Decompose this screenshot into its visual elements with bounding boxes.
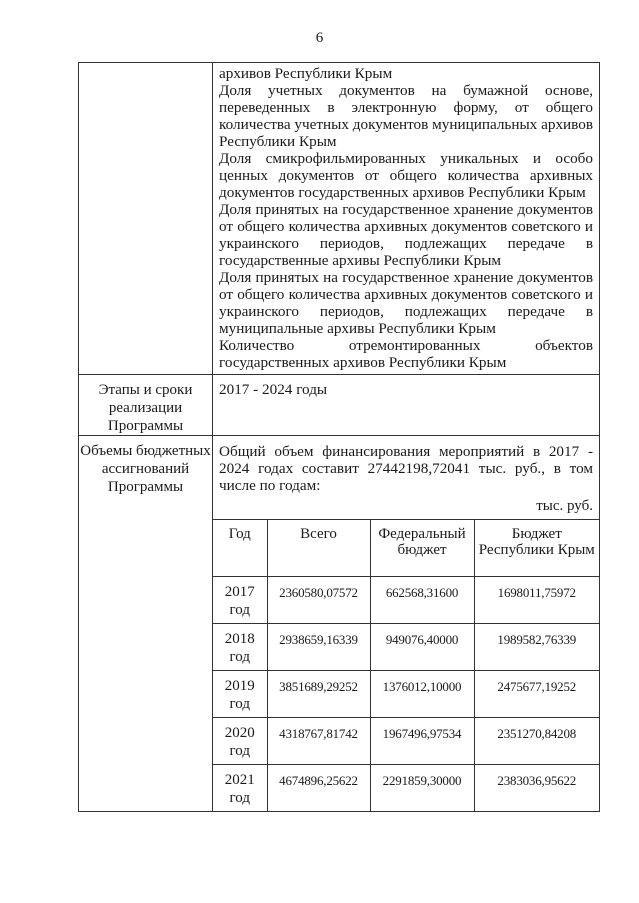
federal-cell: 949076,40000	[370, 624, 474, 671]
table-row	[213, 671, 599, 718]
indicators-label-cell	[79, 63, 213, 375]
indicator-item: Доля принятых на государственное хранение документов от общего количества архивных документов советского и украинского периодов, подлежащих передаче в государственные архивы Республики Крым	[219, 201, 593, 269]
year-cell: 2020 год	[213, 718, 267, 765]
total-cell: 2938659,16339	[267, 624, 370, 671]
federal-cell: 662568,31600	[370, 577, 474, 624]
column-header-year: Год	[213, 520, 267, 577]
year-cell: 2018 год	[213, 624, 267, 671]
table-row	[213, 624, 599, 671]
indicator-item: Количество отремонтированных объектов государственных архивов Республики Крым	[219, 337, 593, 371]
table-row	[213, 718, 599, 765]
total-cell: 3851689,29252	[267, 671, 370, 718]
total-cell: 4674896,25622	[267, 765, 370, 812]
column-header-total: Всего	[267, 520, 370, 577]
stages-value: 2017 - 2024 годы	[213, 375, 600, 436]
year-cell: 2019 год	[213, 671, 267, 718]
stages-row	[79, 375, 600, 436]
year-cell: 2021 год	[213, 765, 267, 812]
budget-label: Объемы бюджетных ассигнований Программы	[79, 436, 213, 812]
total-cell: 4318767,81742	[267, 718, 370, 765]
budget-cell	[213, 436, 600, 812]
budget-table	[213, 519, 599, 811]
regional-cell: 2475677,19252	[474, 671, 599, 718]
indicators-row	[79, 63, 600, 375]
column-header-federal: Федеральный бюджет	[370, 520, 474, 577]
indicator-item: Доля смикрофильмированных уникальных и особо ценных документов от общего количества архивных документов государственных архивов Республики Крым	[219, 150, 593, 201]
budget-unit: тыс. руб.	[536, 498, 593, 514]
indicator-item: архивов Республики Крым	[219, 65, 393, 82]
table-row	[213, 765, 599, 812]
indicator-item: Доля учетных документов на бумажной основе, переведенных в электронную форму, от общего количества учетных документов муниципальных архивов Республики Крым	[219, 82, 593, 150]
year-cell: 2017 год	[213, 577, 267, 624]
indicator-item: Доля принятых на государственное хранение документов от общего количества архивных документов советского и украинского периодов, подлежащих передаче в муниципальные архивы Республики Крым	[219, 269, 593, 337]
program-passport-table	[78, 62, 600, 812]
stages-label: Этапы и сроки реализации Программы	[79, 375, 213, 436]
total-cell: 2360580,07572	[267, 577, 370, 624]
federal-cell: 1967496,97534	[370, 718, 474, 765]
budget-row	[79, 436, 600, 812]
table-row	[213, 577, 599, 624]
federal-cell: 2291859,30000	[370, 765, 474, 812]
regional-cell: 2351270,84208	[474, 718, 599, 765]
budget-intro: Общий объем финансирования мероприятий в 2017 - 2024 годах составит 27442198,72041 тыс. руб., в том числе по годам:	[219, 443, 593, 494]
regional-cell: 1698011,75972	[474, 577, 599, 624]
regional-cell: 2383036,95622	[474, 765, 599, 812]
column-header-regional: Бюджет Республики Крым	[474, 520, 599, 577]
federal-cell: 1376012,10000	[370, 671, 474, 718]
page-number: 6	[315, 30, 324, 46]
regional-cell: 1989582,76339	[474, 624, 599, 671]
indicators-cell	[213, 63, 600, 375]
budget-table-header	[213, 520, 599, 577]
